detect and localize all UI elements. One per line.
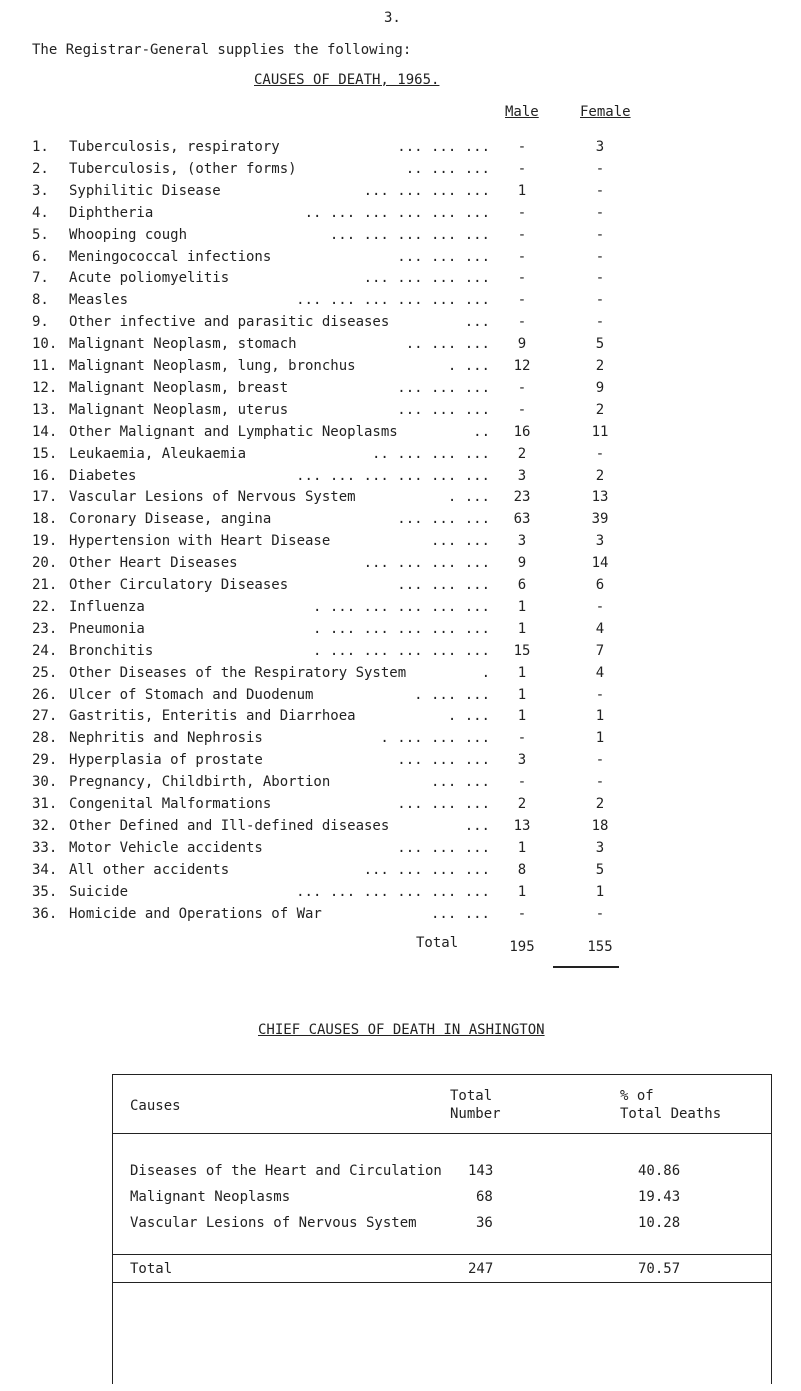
cause-number: 26. [32,686,58,703]
male-count: - [517,730,527,747]
cause-number: 3. [32,182,49,199]
cause-number: 12. [32,379,58,396]
cause-label: Pregnancy, Childbirth, Abortion [69,774,331,791]
dot-leader: ... [464,817,490,834]
dot-leader: . [481,664,490,681]
cause-row [0,643,801,665]
dot-leader: .. ... ... [405,336,490,353]
dot-leader: ... ... [430,533,490,550]
male-count: 6 [517,577,527,593]
male-count: - [517,401,527,418]
dot-leader: ... ... ... [397,401,490,418]
cause-label: Syphilitic Disease [69,182,221,199]
table-header-divider [112,1133,772,1134]
cause-row [0,577,801,599]
male-count: - [517,314,527,331]
dot-leader: .. ... ... ... ... ... [304,204,490,221]
dot-leader: ... ... [430,905,490,922]
dot-leader: ... ... ... [397,839,490,856]
male-count: 15 [513,642,531,659]
female-count: 4 [595,664,605,681]
table-total-divider [112,1254,772,1255]
cause-row [0,906,801,928]
dot-leader: ... ... ... [397,577,490,593]
female-count: 7 [595,642,605,659]
female-count: - [595,686,605,703]
female-count: - [595,160,605,177]
female-count: 1 [595,883,605,900]
cause-row [0,227,801,249]
cause-label: Gastritis, Enteritis and Diarrhoea [69,708,356,725]
female-count: - [595,270,605,287]
cause-number: 28. [32,730,58,747]
dot-leader: . ... ... ... ... ... [312,620,490,637]
cause-label: Leukaemia, Aleukaemia [69,445,247,462]
female-count: 18 [591,817,609,834]
female-count: - [595,445,605,462]
male-count: 9 [517,555,527,572]
cause-number: 35. [32,883,58,900]
cause-number: 29. [32,752,58,769]
dot-leader: ... ... [430,774,490,791]
female-count: 9 [595,379,605,396]
dot-leader: ... ... ... ... [363,861,490,878]
female-count: 13 [591,489,609,506]
cause-row [0,884,801,906]
male-count: 1 [517,620,527,637]
cause-row [0,687,801,709]
dot-leader: ... ... ... [397,796,490,812]
dot-leader: ... ... ... ... [363,182,490,199]
female-count: 4 [595,620,605,637]
cause-label: Tuberculosis, (other forms) [69,160,297,177]
cause-number: 32. [32,817,58,834]
cause-row [0,774,801,796]
dot-leader: ... ... ... ... [363,270,490,287]
female-count: 5 [595,861,605,878]
cause-row [0,818,801,840]
dot-leader: ... ... ... ... ... ... [296,292,490,309]
cause-number: 10. [32,336,58,353]
chief-row-pct: 10.28 [638,1215,681,1231]
chief-row-pct: 40.86 [638,1163,681,1179]
table-left-border [112,1074,113,1384]
table-bottom-border [112,1282,772,1283]
cause-row [0,489,801,511]
male-count: - [517,160,527,177]
cause-label: Whooping cough [69,226,188,243]
dot-leader: . ... [447,358,490,374]
dot-leader: ... [464,314,490,331]
male-count: 1 [517,686,527,703]
cause-label: Meningococcal infections [69,248,272,265]
total-male: 195 [509,939,535,955]
female-column-header: Female [580,104,631,120]
total-label: Total [416,935,459,951]
female-count: 2 [595,796,605,812]
male-count: 1 [517,598,527,615]
cause-number: 17. [32,489,58,506]
chief-row-cause: Vascular Lesions of Nervous System [130,1215,417,1231]
cause-number: 7. [32,270,49,287]
dot-leader: . ... [447,489,490,506]
female-count: 5 [595,336,605,353]
cause-row [0,380,801,402]
dot-leader: .. [473,423,490,440]
cause-label: Malignant Neoplasm, stomach [69,336,297,353]
cause-label: Ulcer of Stomach and Duodenum [69,686,314,703]
dot-leader: ... ... ... [397,139,490,155]
dot-leader: ... ... ... [397,511,490,528]
table-top-border [112,1074,772,1075]
page-title: CAUSES OF DEATH, 1965. [254,72,440,88]
male-count: 1 [517,664,527,681]
male-count: - [517,204,527,221]
header-pct-1: % of [620,1088,654,1104]
dot-leader: ... ... ... [397,379,490,396]
female-count: - [595,248,605,265]
cause-row [0,730,801,752]
cause-number: 33. [32,839,58,856]
cause-label: Hypertension with Heart Disease [69,533,331,550]
cause-number: 22. [32,598,58,615]
dot-leader: . ... ... [414,686,490,703]
male-count: - [517,270,527,287]
intro-text: The Registrar-General supplies the following: [32,42,412,58]
male-count: - [517,379,527,396]
cause-label: Coronary Disease, angina [69,511,272,528]
female-count: - [595,905,605,922]
female-count: - [595,204,605,221]
total-female: 155 [587,939,613,955]
cause-label: Tuberculosis, respiratory [69,139,280,155]
cause-label: Pneumonia [69,620,145,637]
cause-number: 2. [32,160,49,177]
cause-row [0,358,801,380]
header-total-number-2: Number [450,1106,501,1122]
cause-number: 30. [32,774,58,791]
female-count: 11 [591,423,609,440]
male-count: - [517,905,527,922]
cause-label: Diphtheria [69,204,154,221]
chief-row-cause: Malignant Neoplasms [130,1189,291,1205]
female-count: 2 [595,467,605,484]
male-count: 23 [513,489,531,506]
cause-label: Hyperplasia of prostate [69,752,263,769]
cause-number: 11. [32,358,58,374]
cause-number: 27. [32,708,58,725]
header-causes: Causes [130,1098,181,1114]
cause-number: 5. [32,226,49,243]
male-count: 3 [517,533,527,550]
male-count: 3 [517,752,527,769]
cause-number: 4. [32,204,49,221]
dot-leader: ... ... ... ... ... [329,226,490,243]
cause-row [0,402,801,424]
cause-row [0,862,801,884]
cause-number: 9. [32,314,49,331]
male-count: - [517,292,527,309]
cause-row [0,533,801,555]
female-count: 2 [595,358,605,374]
cause-label: Malignant Neoplasm, lung, bronchus [69,358,356,374]
dot-leader: . ... ... ... ... ... [312,598,490,615]
cause-number: 23. [32,620,58,637]
total-underline [553,966,619,968]
female-count: - [595,292,605,309]
female-count: - [595,752,605,769]
cause-label: Other Diseases of the Respiratory System [69,664,407,681]
male-count: 1 [517,708,527,725]
cause-row [0,621,801,643]
male-count: 1 [517,182,527,199]
cause-number: 13. [32,401,58,418]
cause-row [0,292,801,314]
cause-label: Diabetes [69,467,137,484]
cause-row [0,752,801,774]
female-count: - [595,226,605,243]
cause-number: 8. [32,292,49,309]
cause-row [0,270,801,292]
male-count: 16 [513,423,531,440]
male-count: 9 [517,336,527,353]
cause-label: Measles [69,292,129,309]
cause-number: 19. [32,533,58,550]
female-count: - [595,314,605,331]
cause-label: Congenital Malformations [69,796,272,812]
cause-number: 31. [32,796,58,812]
chief-row-pct: 19.43 [638,1189,681,1205]
cause-number: 24. [32,642,58,659]
male-count: - [517,226,527,243]
dot-leader: . ... ... ... [380,730,490,747]
chief-total-label: Total [130,1261,173,1277]
cause-row [0,468,801,490]
male-count: 3 [517,467,527,484]
cause-label: Bronchitis [69,642,154,659]
cause-label: Influenza [69,598,145,615]
cause-number: 21. [32,577,58,593]
cause-number: 14. [32,423,58,440]
chief-row-number: 143 [468,1163,494,1179]
male-count: 1 [517,883,527,900]
cause-row [0,249,801,271]
female-count: 3 [595,839,605,856]
cause-label: Other infective and parasitic diseases [69,314,390,331]
cause-number: 20. [32,555,58,572]
cause-label: Motor Vehicle accidents [69,839,263,856]
cause-number: 25. [32,664,58,681]
dot-leader: ... ... ... ... ... ... [296,467,490,484]
male-count: 1 [517,839,527,856]
cause-row [0,446,801,468]
cause-label: Malignant Neoplasm, uterus [69,401,289,418]
dot-leader: ... ... ... [397,248,490,265]
cause-row [0,511,801,533]
male-count: - [517,774,527,791]
female-count: 1 [595,730,605,747]
dot-leader: ... ... ... [397,752,490,769]
chief-causes-title: CHIEF CAUSES OF DEATH IN ASHINGTON [258,1022,545,1038]
cause-row [0,336,801,358]
female-count: 6 [595,577,605,593]
cause-label: Vascular Lesions of Nervous System [69,489,356,506]
male-count: 13 [513,817,531,834]
dot-leader: ... ... ... ... [363,555,490,572]
table-right-border [771,1074,772,1384]
cause-number: 1. [32,139,49,155]
cause-number: 34. [32,861,58,878]
female-count: 3 [595,533,605,550]
chief-row-cause: Diseases of the Heart and Circulation [130,1163,442,1179]
cause-label: Other Malignant and Lymphatic Neoplasms [69,423,398,440]
male-count: 2 [517,796,527,812]
male-count: 63 [513,511,531,528]
cause-label: Nephritis and Nephrosis [69,730,263,747]
chief-total-number: 247 [468,1261,494,1277]
male-column-header: Male [505,104,539,120]
chief-row-number: 36 [476,1215,493,1231]
chief-row-number: 68 [476,1189,493,1205]
cause-number: 16. [32,467,58,484]
male-count: - [517,248,527,265]
female-count: 2 [595,401,605,418]
cause-row [0,205,801,227]
dot-leader: .. ... ... ... [371,445,490,462]
cause-number: 18. [32,511,58,528]
female-count: 3 [595,139,605,155]
cause-row [0,708,801,730]
cause-number: 6. [32,248,49,265]
header-pct-2: Total Deaths [620,1106,722,1122]
cause-label: Other Defined and Ill-defined diseases [69,817,390,834]
cause-row [0,665,801,687]
cause-row [0,424,801,446]
header-total-number-1: Total [450,1088,493,1104]
dot-leader: . ... ... ... ... ... [312,642,490,659]
dot-leader: . ... [447,708,490,725]
cause-number: 36. [32,905,58,922]
cause-row [0,314,801,336]
male-count: 8 [517,861,527,878]
female-count: 39 [591,511,609,528]
dot-leader: .. ... ... [405,160,490,177]
cause-row [0,555,801,577]
chief-total-pct: 70.57 [638,1261,681,1277]
cause-label: All other accidents [69,861,230,878]
male-count: - [517,139,527,155]
female-count: 14 [591,555,609,572]
cause-label: Other Circulatory Diseases [69,577,289,593]
female-count: - [595,774,605,791]
male-count: 12 [513,358,531,374]
female-count: - [595,598,605,615]
cause-label: Other Heart Diseases [69,555,238,572]
cause-label: Homicide and Operations of War [69,905,322,922]
cause-row [0,796,801,818]
cause-label: Suicide [69,883,129,900]
cause-label: Acute poliomyelitis [69,270,230,287]
cause-label: Malignant Neoplasm, breast [69,379,289,396]
cause-row [0,599,801,621]
cause-number: 15. [32,445,58,462]
page-number: 3. [384,10,401,26]
male-count: 2 [517,445,527,462]
female-count: 1 [595,708,605,725]
cause-row [0,840,801,862]
cause-row [0,161,801,183]
dot-leader: ... ... ... ... ... ... [296,883,490,900]
female-count: - [595,182,605,199]
cause-row [0,183,801,205]
cause-row [0,139,801,161]
